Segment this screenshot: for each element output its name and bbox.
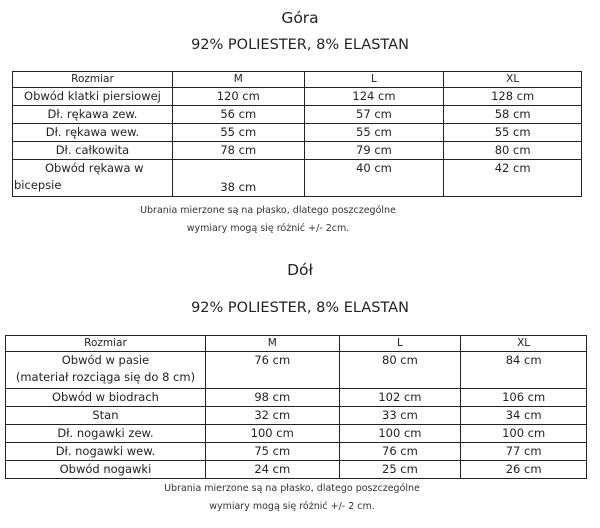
bottom-note-line1: Ubrania mierzone są na płasko, dlatego poszczególne <box>164 483 420 494</box>
row-label: Obwód nogawki <box>6 461 206 479</box>
row-label-line1: Obwód rękawa w <box>45 161 144 175</box>
row-label: Dł. rękawa zew. <box>13 106 173 124</box>
table-row <box>13 124 582 142</box>
row-label: Obwód w biodrach <box>6 389 206 407</box>
top-note-line1: Ubrania mierzone są na płasko, dlatego poszczególne <box>140 205 396 216</box>
row-label-line1: Obwód w pasie <box>61 353 150 367</box>
cell-m: 78 cm <box>172 142 304 160</box>
cell-l: 80 cm <box>339 352 461 389</box>
table-row <box>6 407 587 425</box>
cell-xl: 80 cm <box>444 142 582 160</box>
cell-m: 38 cm <box>172 160 304 197</box>
header-m: M <box>205 336 339 352</box>
top-size-table <box>12 71 582 197</box>
cell-l: 57 cm <box>304 106 444 124</box>
table-row <box>6 425 587 443</box>
cell-m: 32 cm <box>205 407 339 425</box>
table-header-row <box>6 336 587 352</box>
table-row-waist <box>6 352 587 389</box>
cell-l: 79 cm <box>304 142 444 160</box>
cell-m: 120 cm <box>172 88 304 106</box>
row-label: Dł. nogawki wew. <box>6 443 206 461</box>
row-label-line2: bicepsie <box>14 178 62 192</box>
top-material-label: 92% POLIESTER, 8% ELASTAN <box>191 37 409 53</box>
cell-xl: 58 cm <box>444 106 582 124</box>
cell-xl: 84 cm <box>461 352 587 389</box>
cell-l: 76 cm <box>339 443 461 461</box>
cell-l: 55 cm <box>304 124 444 142</box>
table-row-biceps <box>13 160 582 197</box>
table-row <box>13 142 582 160</box>
top-section-title: Góra <box>281 9 319 27</box>
bottom-size-table <box>5 335 587 479</box>
cell-m: 76 cm <box>205 352 339 389</box>
cell-l: 124 cm <box>304 88 444 106</box>
cell-m: 75 cm <box>205 443 339 461</box>
cell-l: 100 cm <box>339 425 461 443</box>
row-label: Dł. nogawki zew. <box>6 425 206 443</box>
bottom-note-line2: wymiary mogą się różnić +/- 2 cm. <box>209 501 375 512</box>
cell-xl: 55 cm <box>444 124 582 142</box>
row-label <box>6 352 206 389</box>
header-l: L <box>304 72 444 88</box>
row-label: Stan <box>6 407 206 425</box>
cell-xl: 128 cm <box>444 88 582 106</box>
cell-xl: 77 cm <box>461 443 587 461</box>
cell-m: 55 cm <box>172 124 304 142</box>
cell-l: 102 cm <box>339 389 461 407</box>
cell-m: 56 cm <box>172 106 304 124</box>
cell-xl: 42 cm <box>444 160 582 197</box>
top-note-line2: wymiary mogą się różnić +/- 2cm. <box>186 223 350 234</box>
table-row <box>6 461 587 479</box>
table-header-row <box>13 72 582 88</box>
cell-xl: 34 cm <box>461 407 587 425</box>
header-l: L <box>339 336 461 352</box>
header-size: Rozmiar <box>6 336 206 352</box>
cell-m: 100 cm <box>205 425 339 443</box>
cell-l: 40 cm <box>304 160 444 197</box>
header-xl: XL <box>444 72 582 88</box>
cell-l: 33 cm <box>339 407 461 425</box>
cell-xl: 106 cm <box>461 389 587 407</box>
row-label <box>13 160 173 197</box>
cell-l: 25 cm <box>339 461 461 479</box>
table-row <box>13 88 582 106</box>
cell-m: 24 cm <box>205 461 339 479</box>
bottom-material-label: 92% POLIESTER, 8% ELASTAN <box>191 300 409 316</box>
cell-m: 98 cm <box>205 389 339 407</box>
cell-xl: 100 cm <box>461 425 587 443</box>
header-xl: XL <box>461 336 587 352</box>
row-label: Dł. rękawa wew. <box>13 124 173 142</box>
row-label: Obwód klatki piersiowej <box>13 88 173 106</box>
row-label-line2: (materiał rozciąga się do 8 cm) <box>15 370 196 384</box>
table-row <box>6 389 587 407</box>
bottom-section-title: Dół <box>287 261 313 279</box>
cell-xl: 26 cm <box>461 461 587 479</box>
table-row <box>13 106 582 124</box>
table-row <box>6 443 587 461</box>
header-size: Rozmiar <box>13 72 173 88</box>
header-m: M <box>172 72 304 88</box>
row-label: Dł. całkowita <box>13 142 173 160</box>
